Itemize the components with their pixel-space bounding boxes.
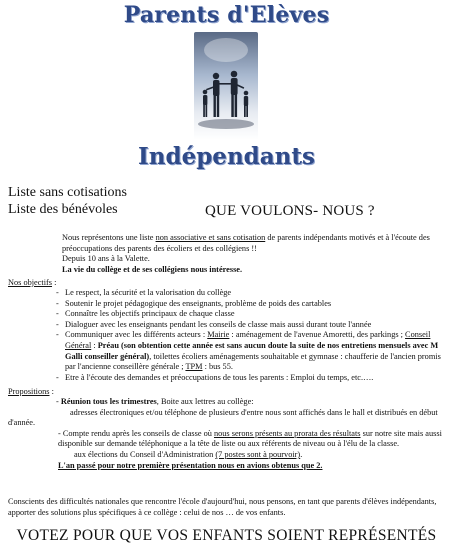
objective-item-communicate (56, 330, 448, 372)
propositions-heading-suffix: : (49, 387, 54, 396)
objective-tpm: TPM (185, 362, 203, 372)
proposition-report-b: sur notre site mais aussi disponible sur demande téléphonique a la tête de liste ou aux référents de niveau ou à l'élu de la classe. (58, 428, 442, 449)
proposition-elections-seats: (7 postes sont à pourvoir) (215, 449, 301, 459)
intro-text-a: Nous représentons une liste (62, 233, 156, 242)
intro-interest (62, 265, 442, 276)
intro-underlined-text: non associative et sans cotisation (155, 233, 266, 242)
proposition-report-underlined: nous serons présents au prorata des résultats (213, 428, 361, 438)
family-silhouette-icon (194, 32, 258, 140)
objectives-list (56, 288, 448, 383)
objective-text: : (91, 340, 98, 350)
intro-line1 (62, 233, 442, 254)
intro-text-b: de parents indépendants motivés et à l'écoute des préoccupations des parents des écoliers et des collégiens !! (62, 233, 430, 253)
proposition-contacts: adresses électroniques et/ou téléphone de plusieurs d'entre nous sont affichés dans le hall et distribués en début d'année. (8, 407, 438, 428)
objective-item: - Soutenir le projet pédagogique des enseignants, problème de poids des cartables (56, 299, 448, 310)
proposition-last-year (8, 461, 446, 472)
proposition-elections-a: aux élections du Conseil d'Administration (74, 449, 216, 459)
proposition-dash: - (56, 397, 61, 406)
objective-conseil-general: Conseil Général (65, 330, 431, 350)
objectives-heading-suffix: : (52, 278, 57, 287)
objective-text: , toilettes écoliers aménagements souhaitable et gymnase : chaufferie de l'ancien promis par l'ancienne conseillère générale ; (65, 351, 441, 372)
objective-text: : bus 55. (202, 362, 233, 372)
proposition-elections-b: . (300, 449, 303, 459)
objective-item: - Le respect, la sécurité et la valorisation du collège (56, 288, 448, 299)
list-volunteers-heading: Liste des bénévoles (8, 202, 118, 217)
objective-item: - Dialoguer avec les enseignants pendant les conseils de classe mais aussi durant toute l'année (56, 320, 448, 331)
proposition-meetings-rest: , Boite aux lettres au collège: (156, 397, 254, 406)
logo-title-line1: Parents d'Elèves (123, 2, 330, 28)
proposition-report-a: - Compte rendu après les conseils de classe où (58, 428, 214, 438)
propositions-heading-text: Propositions (8, 387, 50, 396)
logo-title-line2: Indépendants (138, 143, 315, 170)
question-heading: QUE VOULONS- NOUS ? (205, 203, 375, 219)
objective-mairie: Mairie (207, 330, 230, 340)
intro-paragraph (62, 233, 442, 275)
vote-slogan: VOTEZ POUR QUE VOS ENFANTS SOIENT REPRÉSENTÉS (16, 527, 437, 544)
objective-text: Communiquer avec les différents acteurs : (65, 330, 208, 340)
proposition-meetings (8, 397, 446, 408)
objectives-heading (8, 278, 56, 287)
family-silhouette-photo (194, 32, 258, 140)
propositions-block (8, 397, 446, 471)
list-no-fee-heading: Liste sans cotisations (8, 185, 127, 200)
objective-preau-bold: Préau (son obtention cette année est sans aucun doute la suite de nos entretiens mensuels avec M Galli conseiller général) (65, 340, 439, 361)
objective-text: : aménagement de l'avenue Amoretti, des parkings ; (229, 330, 406, 340)
proposition-meetings-bold: Réunion tous les trimestres (60, 397, 157, 406)
intro-since: Depuis 10 ans à la Valette. (62, 254, 150, 264)
objective-item: - Etre à l'écoute des demandes et préoccupations de tous les parents : Emploi du temps, etc.…. (56, 373, 448, 384)
objective-item: - Connaître les objectifs principaux de chaque classe (56, 309, 448, 320)
conclusion-paragraph: Conscients des difficultés nationales que rencontre l'école d'aujourd'hui, nous pensons, en tant que parents d'élèves indépendants, apporter des solutions plus spécifiques à ce collège : celui de nos … de vos enfants. (8, 497, 437, 517)
intro-interest-bold: La vie du collège et de ses collégiens nous intéresse. (62, 264, 243, 274)
proposition-last-year-text: L'an passé pour notre première présentation nous en avions obtenus que 2. (58, 460, 323, 470)
objectives-heading-text: Nos objectifs (8, 278, 53, 287)
proposition-report (8, 429, 446, 450)
proposition-elections (8, 450, 446, 461)
propositions-heading (8, 387, 54, 396)
